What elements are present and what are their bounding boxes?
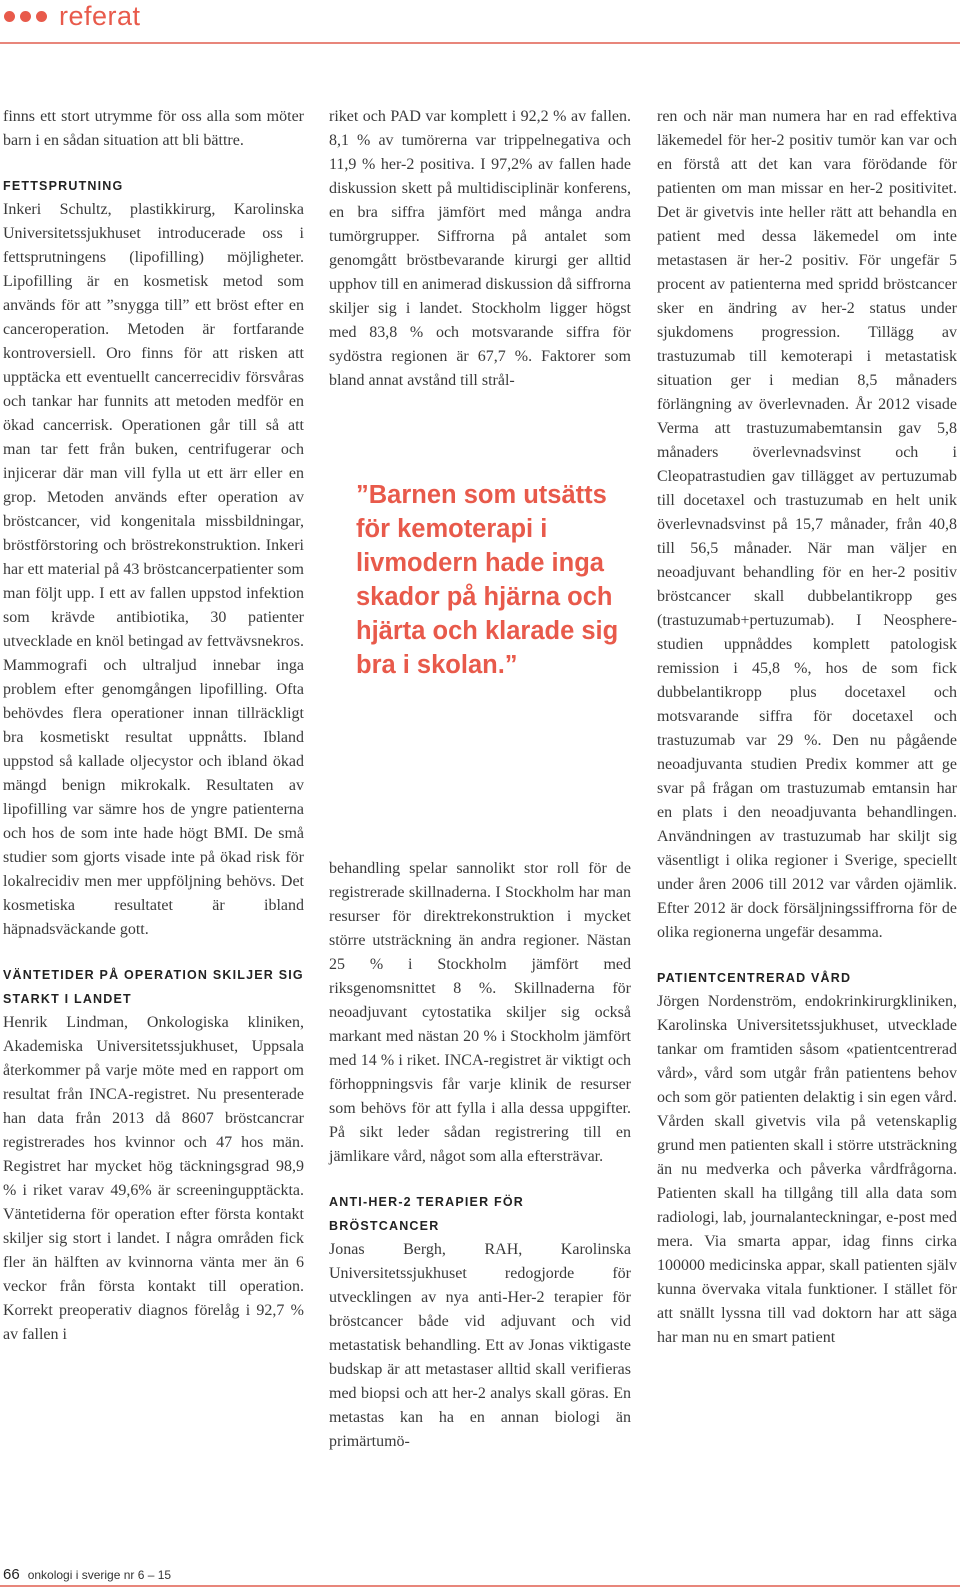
pull-quote: ”Barnen som utsätts för kemoterapi i livmodern hade inga skador på hjärna och hjärta och klarade sig bra i skolan.” xyxy=(356,481,619,679)
paragraph-vantetider: Henrik Lindman, Onkologiska kliniken, Akademiska Universitetssjukhuset, Uppsala återkommer på varje möte med en rapport om resultat från INCA-registret. Nu presenterade han data från 2013 då 8607 bröstcancrar registrerades hos kvinnor och 47 hos män. Registret har mycket hög täckningsgrad 98,9 % i riket varav 49,6% är screeningupptäckta. Väntetiderna för operation efter första kontakt skiljer sig stort i landet. I några områden fick fler än hälften av kvinnorna vänta mer än 6 veckor från första kontakt till operation. Korrekt preoperativ diagnos förelåg i 92,7 % av fallen i xyxy=(3,1014,304,1343)
header-rule xyxy=(0,42,960,44)
header-dots-icon xyxy=(4,11,47,22)
heading-patientcentrerad: PATIENTCENTRERAD VÅRD xyxy=(657,971,852,985)
section-title: referat xyxy=(59,0,141,31)
paragraph-anti-her2: Jonas Bergh, RAH, Karolinska Universitetssjukhuset redogjorde för utvecklingen av nya anti-Her-2 terapier för bröstcancer både vid adjuvant och vid metastatisk behandling. Ett av Jonas viktigaste budskap är att metastaser alltid skall verifieras med biopsi och att her-2 analys skall göras. En metastas kan ha en annan biologi än primärtumö- xyxy=(329,1241,631,1450)
paragraph-fettsprutning: Inkeri Schultz, plastikkirurg, Karolinska Universitetssjukhuset introducerade oss i fettsprutningens (lipofilling) möjligheter. Lipofilling är en kosmetisk metod som används för att ”snygga till” ett bröst efter en canceroperation. Metoden är fortfarande kontroversiell. Oro finns för att risken att upptäcka ett eventuellt cancerrecidiv försvåras och tankar har funnits att metoden medför en ökad cancerrisk. Operationen går till så att man tar fett från buken, centrifugerar och injicerar där man vill fylla ut ett ärr eller en grop. Metoden används efter operation av bröstcancer, vid kongenitala missbildningar, bröstförstoring och bröstrekonstruktion. Inkeri har ett material på 43 bröstcancerpatienter som man följt upp. I ett av fallen uppstod infektion som krävde antibiotika, 30 patienter utvecklade en knöl betingad av fettvävsnekros. Mammografi och ultraljud innebar inga problem efter genomgången lipofilling. Ofta behövdes flera operationer innan tillräckligt bra kosmetiskt resultat uppnåtts. Ibland uppstod så kallade oljecystor och ibland ökad mängd benign mikrokalk. Resultaten av lipofilling var sämre hos de yngre patienterna och hos de som inte hade högt BMI. De små studier som gjorts visade inte på ökad risk för lokalrecidiv men mer uppföljning behövs. Det kosmetiska resultatet är ibland häpnadsväckande gott. xyxy=(3,201,304,938)
heading-anti-her2: ANTI-HER-2 TERAPIER FÖR BRÖSTCANCER xyxy=(329,1195,524,1233)
paragraph-behandling: behandling spelar sannolikt stor roll för de registrerade skillnaderna. I Stockholm har man resurser för direktrekonstruktion i mycket större utsträckning än andra regioner. Nästan 25 % i Stockholm jämfört med riksgenomsnittet 8 %. Skillnaderna för neoadjuvant cytostatika skiljer sig också markant med nästan 20 % i Stockholm jämfört med 14 % i riket. INCA-registret är viktigt och förhoppningsvis får varje klinik de resurser som behövs för att fylla i alla dessa uppgifter. På sikt leder sådan registrering till en jämlikare vård, något som alla eftersträvar. xyxy=(329,860,631,1165)
column-1 xyxy=(3,105,304,1347)
paragraph-her2-continued: ren och när man numera har en rad effektiva läkemedel för her-2 positiv tumör kan var och en förstå att det kan vara förödande för patienten om man missar en her-2 positivitet. Det är givetvis inte heller rätt att behandla en patient med dessa läkemedel om inte metastasen är her-2 positiv. För ungefär 5 procent av patienterna med spridd bröstcancer sker en ändring av her-2 status under sjukdomens progression. Tillägg av trastuzumab till kemoterapi i metastatisk situation ger i median 8,5 månaders förlängning av överlevnaden. År 2012 visade Verma att trastuzumabemtansin gav 5,8 månaders överlevnadsvinst och i Cleopatrastudien gav tillägget av pertuzumab till docetaxel och trastuzumab en helt unik överlevnadsvinst på 15,7 månader, från 40,8 till 56,5 månader. När man väljer en neoadjuvant behandling för en her-2 positiv bröstcancer skall dubbelantikropp ges (trastuzumab+pertuzumab). I Neosphere-studien uppnåddes komplett patologisk remission i 45,8 %, hos de som fick dubbelantikropp plus docetaxel och motsvarande siffra för docetaxel och trastuzumab var 29 %. Den nu pågående neoadjuvanta studien Predix kommer att ge svar på frågan om trastuzumab emtansin har en plats i den neoadjuvanta behandlingen. Användningen av trastuzumab har skiljt sig väsentligt i olika regioner i Sverige, speciellt under åren 2006 till 2012 var vården ojämlik. Efter 2012 är dock försäljningssiffrorna för de olika regionerna ungefär desamma. xyxy=(657,108,957,941)
column-2 xyxy=(329,105,631,393)
column-3 xyxy=(657,105,957,1350)
page-number: 66 xyxy=(3,1566,20,1583)
section-header xyxy=(4,0,141,32)
publication-name: onkologi i sverige nr 6 – 15 xyxy=(27,1568,172,1582)
heading-vantetider: VÄNTETIDER PÅ OPERATION SKILJER SIG STARKT I LANDET xyxy=(3,968,304,1006)
footer-rule xyxy=(0,1585,960,1587)
column-2-lower xyxy=(329,857,631,1454)
paragraph-inca-continued: riket och PAD var komplett i 92,2 % av fallen. 8,1 % av tumörerna var trippelnegativa och 11,9 % her-2 positiva. I 97,2% av fallen hade diskussion skett på multidisciplinär konferens, en bra siffra jämfört med många andra tumörgrupper. Siffrorna på antalet som genomgått bröstbevarande kirurgi ger alltid upphov till en animerad diskussion då siffrorna skiljer sig i landet. Stockholm ligger högst med 83,8 % och motsvarande siffra för sydöstra regionen är 67,7 %. Faktorer som bland annat avstånd till strål- xyxy=(329,108,631,389)
page-footer xyxy=(3,1566,171,1583)
paragraph-patientcentrerad: Jörgen Nordenström, endokrinkirurgkliniken, Karolinska Universitetssjukhuset, utvecklade tankar om framtiden såsom «patientcentrerad vård», vård som utgår från patientens behov och som gör patienten delaktig i sin egen vård. Vården skall givetvis vila på vetenskaplig grund men patienten skall i större utsträckning än nu medverka och påverka vårdfrågorna. Patienten skall ha tillgång till alla data som radiologi, lab, journalanteckningar, e-post med mera. Via smarta appar, idag finns cirka 100000 medicinska appar, skall patienten själv kunna övervaka vitala funktioner. I stället för att snällt lyssna till vad doktorn har att säga har man nu en smart patient xyxy=(657,993,957,1346)
intro-paragraph: finns ett stort utrymme för oss alla som möter barn i en sådan situation att bli bättre. xyxy=(3,108,304,149)
heading-fettsprutning: FETTSPRUTNING xyxy=(3,179,124,193)
